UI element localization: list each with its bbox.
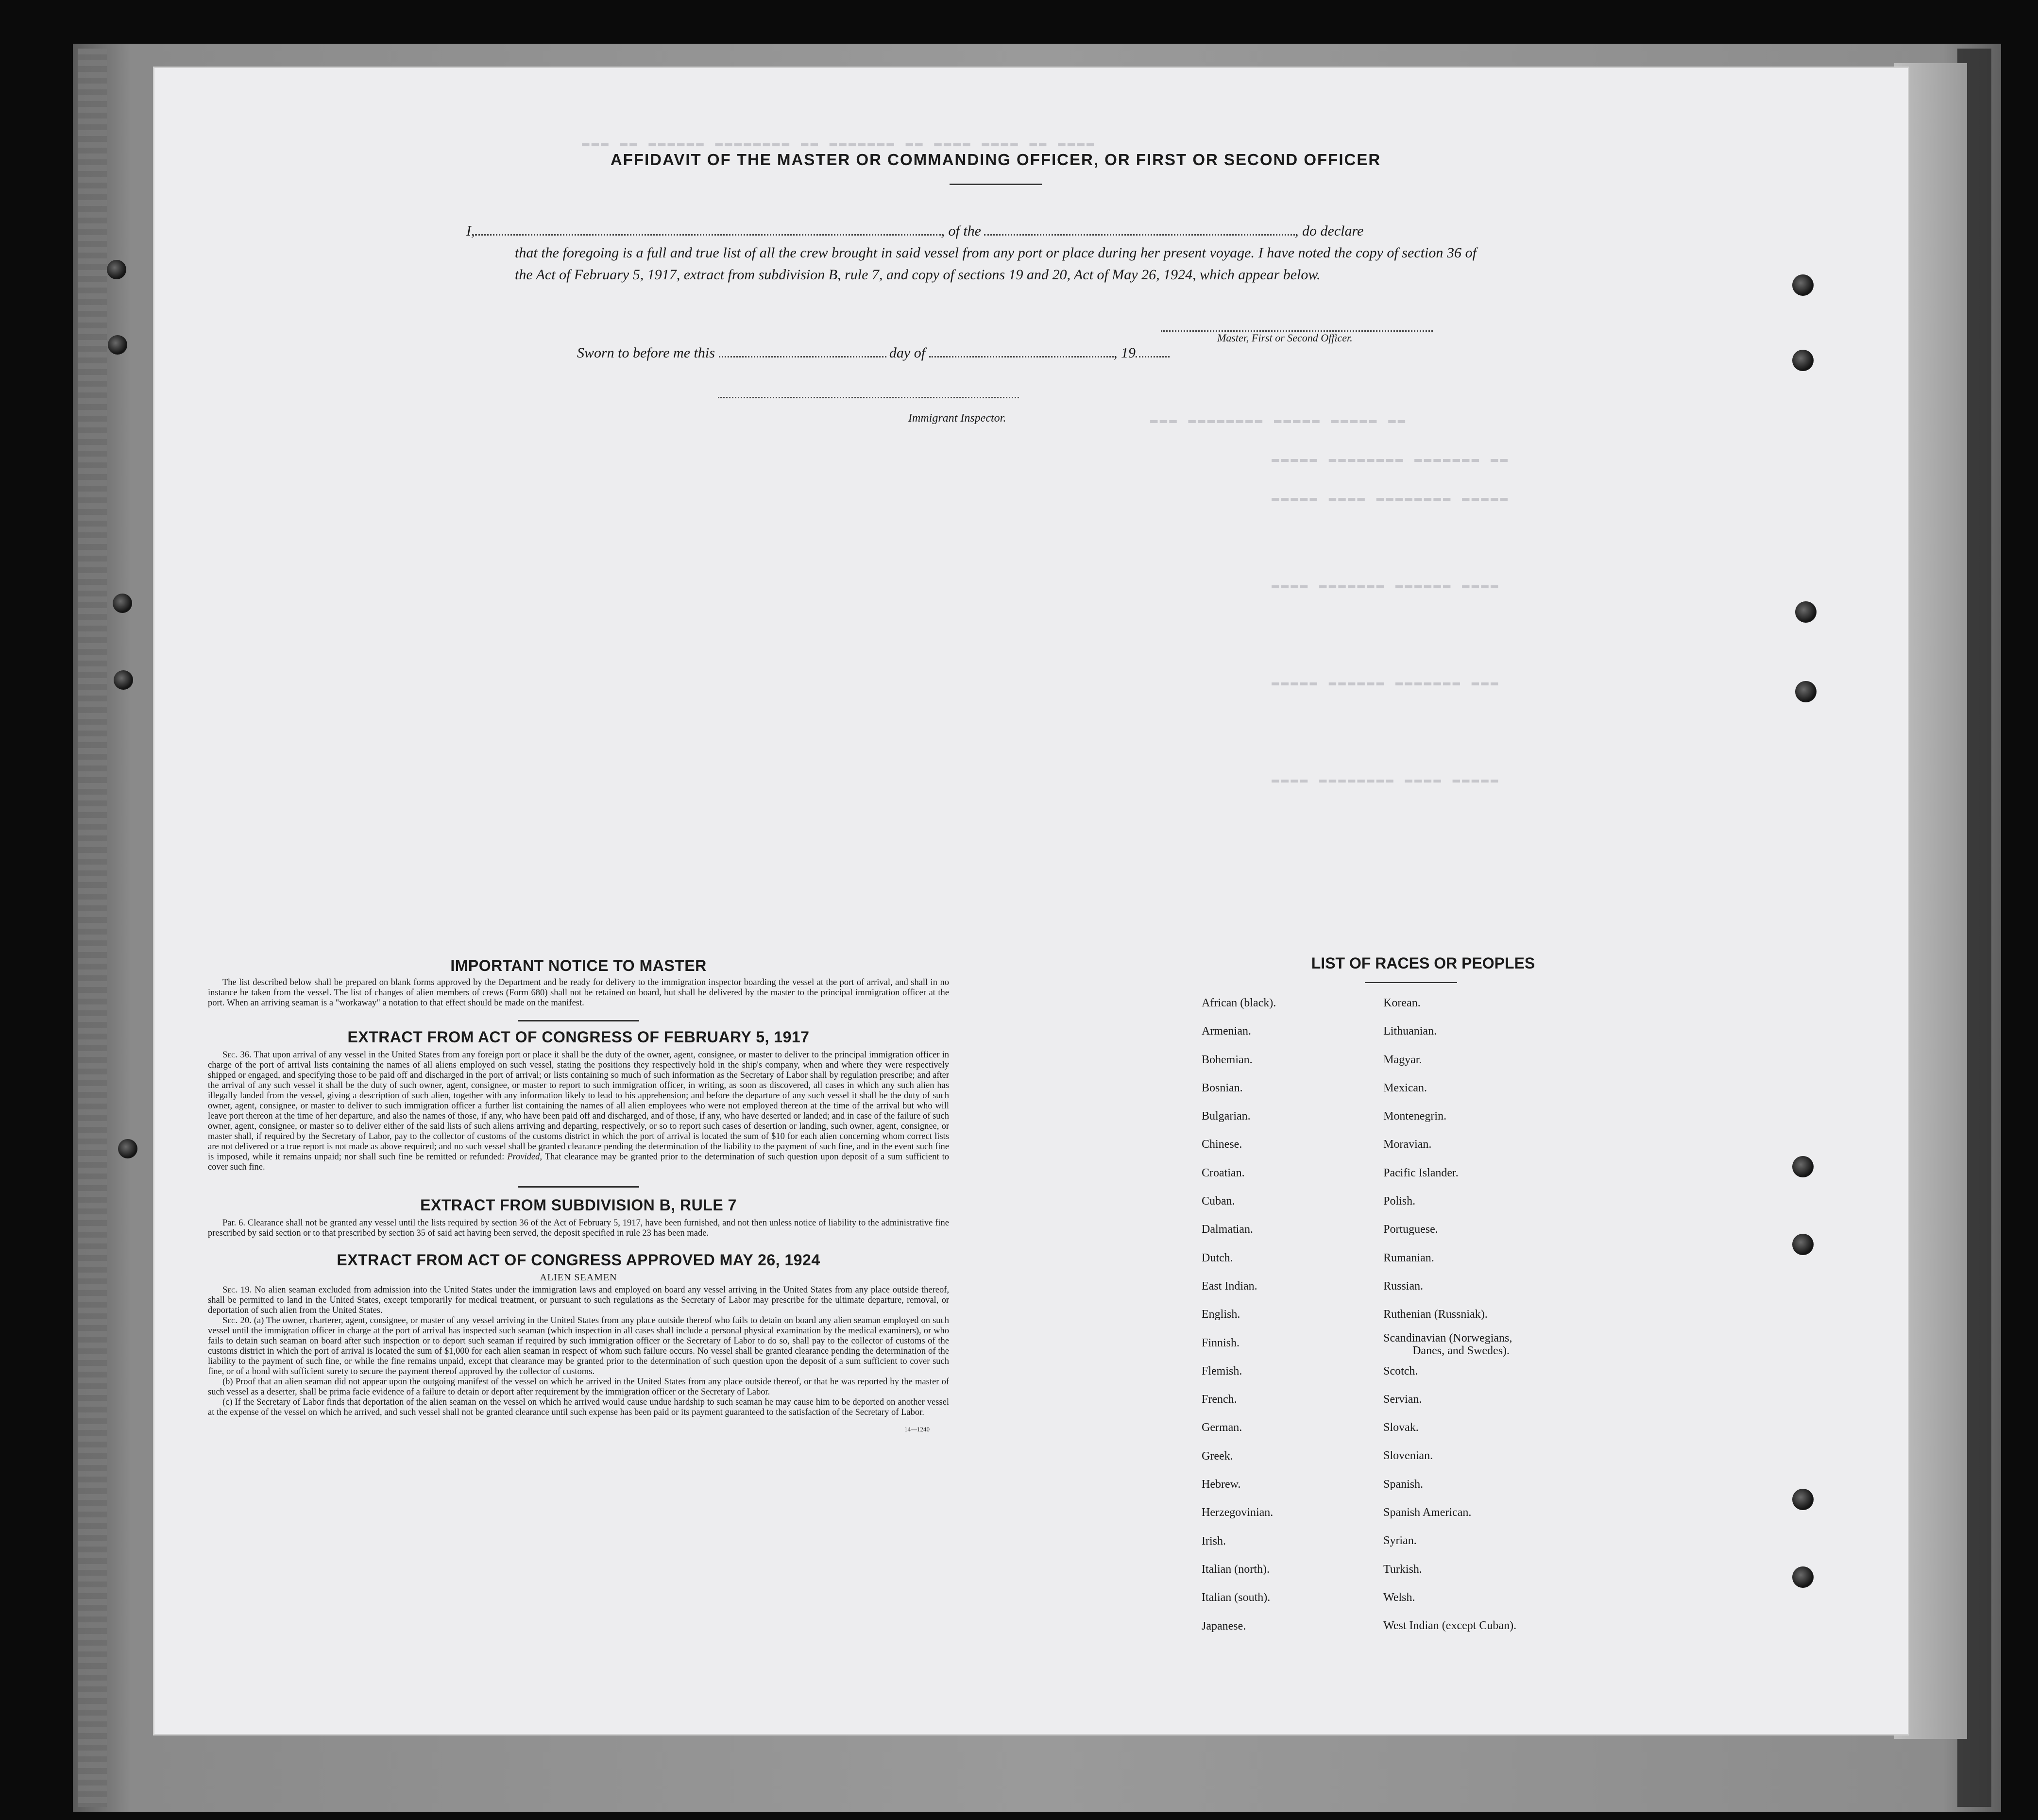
race-item: Armenian.	[1202, 1025, 1251, 1038]
punch-hole	[107, 260, 126, 279]
race-item: Herzegovinian.	[1202, 1506, 1274, 1519]
punch-hole	[1792, 1156, 1814, 1177]
race-item: Cuban.	[1202, 1195, 1235, 1208]
race-item: Korean.	[1383, 997, 1421, 1009]
section-20a-text: (a) The owner, charterer, agent, consignee, or master of any vessel arriving in the United States from any place outside thereof who fails to detain on board any alien seaman employed on such vessel until the immigration officer in charge at the port of arrival has inspected such seaman (which inspection in all cases shall include a personal physical examination by the medical examiners), or who fails to detain such seaman on board after such inspection or to deport such seaman if required by such immigration officer or the Secretary of Labor to do so, shall pay to the collector of customs of the customs district in which the port of arrival is located the sum of $1,000 for each alien seaman in respect of whom such failure occurs. No vessel shall be granted clearance pending the determination of the liability to the payment of such fine, or while the fine remains unpaid, except that clearance may be granted prior to the determination of such question upon the deposit of a sum sufficient to cover such fine, or of a bond with sufficient surety to secure the payment thereof approved by the collector of customs.	[208, 1316, 950, 1377]
divider	[518, 1186, 639, 1188]
race-item: Pacific Islander.	[1383, 1166, 1459, 1179]
extract-1917-title: EXTRACT FROM ACT OF CONGRESS OF FEBRUARY 5, 1917	[347, 1028, 810, 1046]
race-item: Finnish.	[1202, 1336, 1240, 1349]
race-item: Bohemian.	[1202, 1053, 1253, 1066]
notice-paragraph: The list described below shall be prepared on blank forms approved by the Department and be ready for delivery to the immigration inspector boarding the vessel at the port of arrival, and shall in no instance be taken from the vessel. The list of changes of alien members of crews (Form 680) shall not be retained on board, but shall be delivered by the master to the principal immigration officer at the port. When an arriving seaman is a "workaway" a notation to that effect should be made on the manifest.	[208, 978, 949, 1008]
punch-hole	[1792, 1489, 1814, 1510]
master-signature-label: Master, First or Second Officer.	[1217, 332, 1353, 344]
declare-label: , do declare	[1295, 223, 1364, 239]
punch-hole	[1795, 681, 1817, 702]
sworn-month-field[interactable]	[929, 345, 1114, 357]
race-item: Dalmatian.	[1202, 1223, 1253, 1236]
race-item: Rumanian.	[1383, 1251, 1434, 1264]
vessel-name-field[interactable]	[984, 223, 1295, 236]
section-20b-text: (b) Proof that an alien seaman did not appear upon the outgoing manifest of the vessel on which he arrived in the United States from any place outside thereof, or that he was reported by the master of such vessel as a deserter, shall be prima facie evidence of a failure to detain or deport after requirement by the immigration officer or the Secretary of Labor.	[208, 1377, 949, 1397]
race-item: Welsh.	[1383, 1591, 1415, 1604]
master-signature-field[interactable]	[1161, 320, 1433, 332]
affidavit-text: that the foregoing is a full and true list of all the crew brought in said vessel from any port or place during her present voyage. I have noted the copy of section 36 of the Act of February 5, 1917, extract from subdivision B, rule 7, and copy of sections 19 and 20, Act of May 26, 1924, which appear below.	[515, 245, 1477, 283]
punch-hole	[113, 594, 132, 613]
affidavit-section	[466, 151, 1477, 286]
race-item: Scandinavian (Norwegians,	[1383, 1331, 1512, 1344]
section-36-text: That upon arrival of any vessel in the United States from any foreign port or place it shall be the duty of the owner, agent, consignee, or master to deliver to the principal immigration officer in charge of the port of arrival lists containing the names of all aliens employed on such vessel, stating the positions they respectively hold in the ship's company, when and where they were respectively shipped or engaged, and specifying those to be paid off and discharged in the port of arrival; or lists containing so much of such information as the Secretary of Labor shall by regulation prescribe; and after the arrival of any such vessel it shall be the duty of such owner, agent, consignee, or master to report to such immigration officer, in writing, as soon as discovered, all cases in which any such alien has illegally landed from the vessel, giving a description of such alien, together with any information likely to lead to his apprehension; and before the departure of any such vessel it shall be the duty of such owner, agent, consignee, or master to deliver to such immigration officer a further list containing the names of all alien employees who were not employed thereon at the time of the arrival but who will leave port thereon at the time of her departure, and also the names of those, if any, who have been paid off and discharged, and of those, if any, who have deserted or landed; and in case of the failure of such owner, agent, consignee, or master so to deliver either of the said lists of such aliens arriving and departing, respectively, or so to report such cases of desertion or landing, such owner, agent, consignee, or master shall, if required by the Secretary of Labor, pay to the collector of customs of the customs district in which the port of arrival is located the sum of $10 for each alien concerning whom correct lists are not delivered or a true report is not made as above required; and no such vessel shall be granted clearance pending the determination of the liability to the payment of such fine, and in the event such fine is imposed, while it remains unpaid; nor shall such fine be remitted or refunded:	[208, 1050, 949, 1162]
section-19-text: No alien seaman excluded from admission into the United States under the immigration laws and employed on board any vessel arriving in the United States from any place outside thereof, shall be permitted to land in the United States, except temporarily for medical treatment, or pursuant to such regulations as the Secretary of Labor may prescribe for the ultimate departure, removal, or deportation of such alien from the United States.	[208, 1285, 950, 1315]
day-of-label: day of	[889, 345, 926, 361]
bleed-through: ▬▬▬ ▬▬▬▬▬▬▬▬ ▬▬▬▬▬ ▬▬▬▬▬ ▬▬	[1150, 413, 1408, 427]
extract-1917-text	[208, 1050, 949, 1173]
race-item: Bulgarian.	[1202, 1110, 1251, 1123]
race-item: Spanish American.	[1383, 1506, 1472, 1519]
race-item: Flemish.	[1202, 1364, 1242, 1378]
legal-notices	[208, 957, 949, 1433]
bleed-through: ▬▬▬▬▬ ▬▬▬▬ ▬▬▬▬▬▬▬▬ ▬▬▬▬▬	[1272, 491, 1510, 505]
race-item: Japanese.	[1202, 1619, 1246, 1633]
race-item: German.	[1202, 1421, 1242, 1434]
race-item: Croatian.	[1202, 1166, 1245, 1179]
binder-edge-left	[78, 49, 107, 1807]
year-label: , 19	[1114, 345, 1136, 361]
races-columns	[1195, 989, 1632, 1640]
affidavit-title: AFFIDAVIT OF THE MASTER OR COMMANDING OFFICER, OR FIRST OR SECOND OFFICER	[610, 151, 1381, 169]
race-item: Bosnian.	[1202, 1081, 1243, 1094]
race-item: West Indian (except Cuban).	[1383, 1619, 1517, 1633]
race-item: Italian (north).	[1202, 1563, 1270, 1576]
rule7-paragraph: Par. 6. Clearance shall not be granted any vessel until the lists required by section 36 of the Act of February 5, 1917, have been furnished, and not then unless notice of liability to the administrative fine prescribed by said section or to that prescribed by section 35 of said act having been served, the deposit specified in rule 23 has been made.	[208, 1218, 949, 1238]
race-item: Spanish.	[1383, 1478, 1424, 1491]
races-column-1	[1202, 989, 1383, 1640]
section-19-label: Sec. 19.	[222, 1285, 252, 1295]
race-item: Greek.	[1202, 1449, 1233, 1463]
notice-text	[208, 978, 949, 1008]
race-item-two-line	[1383, 1329, 1632, 1357]
provided-word: Provided,	[507, 1152, 543, 1162]
race-item: Lithuanian.	[1383, 1025, 1437, 1038]
extract-1924-title: EXTRACT FROM ACT OF CONGRESS APPROVED MAY 26, 1924	[337, 1251, 820, 1269]
form-number: 14—1240	[904, 1426, 930, 1433]
bleed-through: ▬▬▬▬ ▬▬▬▬▬▬▬▬ ▬▬▬▬ ▬▬▬▬▬	[1272, 772, 1500, 787]
races-column-2	[1383, 989, 1632, 1640]
race-item: English.	[1202, 1308, 1240, 1321]
i-label: I,	[466, 223, 475, 239]
punch-hole	[114, 670, 133, 690]
alien-seamen-subtitle: ALIEN SEAMEN	[540, 1272, 617, 1283]
sworn-day-field[interactable]	[719, 345, 886, 357]
punch-hole	[108, 335, 127, 355]
race-item: Syrian.	[1383, 1534, 1417, 1548]
punch-hole	[1792, 350, 1814, 371]
declarant-name-field[interactable]	[475, 223, 941, 236]
race-item: Montenegrin.	[1383, 1110, 1447, 1123]
race-item: Ruthenian (Russniak).	[1383, 1308, 1488, 1321]
of-the-label: , of the	[941, 223, 981, 239]
race-item: Hebrew.	[1202, 1478, 1241, 1491]
extract-rule7-title: EXTRACT FROM SUBDIVISION B, RULE 7	[420, 1196, 737, 1214]
divider	[1365, 982, 1457, 983]
race-item: Danes, and Swedes).	[1412, 1344, 1510, 1357]
punch-hole	[1792, 274, 1814, 296]
race-item: Moravian.	[1383, 1138, 1432, 1151]
race-item: Portuguese.	[1383, 1223, 1438, 1236]
race-item: East Indian.	[1202, 1279, 1257, 1293]
sworn-year-field[interactable]	[1136, 345, 1170, 357]
divider	[950, 184, 1042, 185]
race-item: Irish.	[1202, 1534, 1226, 1548]
divider	[518, 1020, 639, 1021]
inspector-signature-field[interactable]	[718, 386, 1019, 398]
races-title: LIST OF RACES OR PEOPLES	[1311, 954, 1535, 972]
sworn-line	[577, 345, 1170, 361]
race-item: Turkish.	[1383, 1563, 1422, 1576]
race-item: Chinese.	[1202, 1138, 1242, 1151]
race-item: Slovak.	[1383, 1421, 1419, 1434]
races-list-section	[1195, 954, 1632, 1640]
section-20c-text: (c) If the Secretary of Labor finds that deportation of the alien seaman on the vessel on which he arrived would cause undue hardship to such seaman he may cause him to be deported on another vessel at the expense of the vessel on which he arrived, and such vessel shall not be granted clearance until such expense has been paid or its payment guaranteed to the satisfaction of the Secretary of Labor.	[208, 1397, 949, 1417]
extract-rule7-text	[208, 1218, 949, 1239]
punch-hole	[1792, 1566, 1814, 1588]
bleed-through: ▬▬▬▬▬ ▬▬▬▬▬▬ ▬▬▬▬▬▬▬ ▬▬▬	[1272, 675, 1500, 690]
bleed-through: ▬▬▬ ▬▬ ▬▬▬▬▬▬ ▬▬▬▬▬▬▬▬ ▬▬ ▬▬▬▬▬▬▬ ▬▬ ▬▬▬▬ ▬▬▬▬ ▬▬ ▬▬▬▬	[582, 136, 1096, 151]
affidavit-body	[466, 220, 1477, 286]
bleed-through: ▬▬▬▬▬ ▬▬▬▬▬▬▬▬ ▬▬▬▬▬▬▬ ▬▬	[1272, 452, 1510, 466]
race-item: Slovenian.	[1383, 1449, 1433, 1463]
race-item: Mexican.	[1383, 1081, 1427, 1094]
bleed-through: ▬▬▬▬ ▬▬▬▬▬▬▬ ▬▬▬▬▬▬ ▬▬▬▬	[1272, 578, 1500, 593]
punch-hole	[1792, 1234, 1814, 1255]
sworn-prefix: Sworn to before me this	[577, 345, 715, 361]
race-item: Polish.	[1383, 1195, 1416, 1208]
punch-hole	[1795, 601, 1817, 623]
extract-1924-text	[208, 1285, 949, 1418]
race-item: Russian.	[1383, 1279, 1424, 1293]
section-36-end: That clearance may be granted prior to the determination of such question upon deposit of a sum sufficient to cover such fine.	[208, 1152, 950, 1172]
punch-hole	[118, 1139, 137, 1158]
inspector-signature-label: Immigrant Inspector.	[908, 412, 1006, 425]
race-item: Italian (south).	[1202, 1591, 1271, 1604]
section-20-label: Sec. 20.	[222, 1316, 252, 1326]
declarant-line	[466, 220, 1477, 242]
race-item: African (black).	[1202, 997, 1276, 1009]
race-item: Dutch.	[1202, 1251, 1233, 1264]
form-page	[154, 68, 1908, 1734]
race-item: Magyar.	[1383, 1053, 1422, 1066]
section-36-label: Sec. 36.	[222, 1050, 252, 1060]
race-item: French.	[1202, 1393, 1237, 1406]
race-item: Servian.	[1383, 1393, 1422, 1406]
race-item: Scotch.	[1383, 1364, 1418, 1378]
notice-title: IMPORTANT NOTICE TO MASTER	[450, 957, 707, 974]
